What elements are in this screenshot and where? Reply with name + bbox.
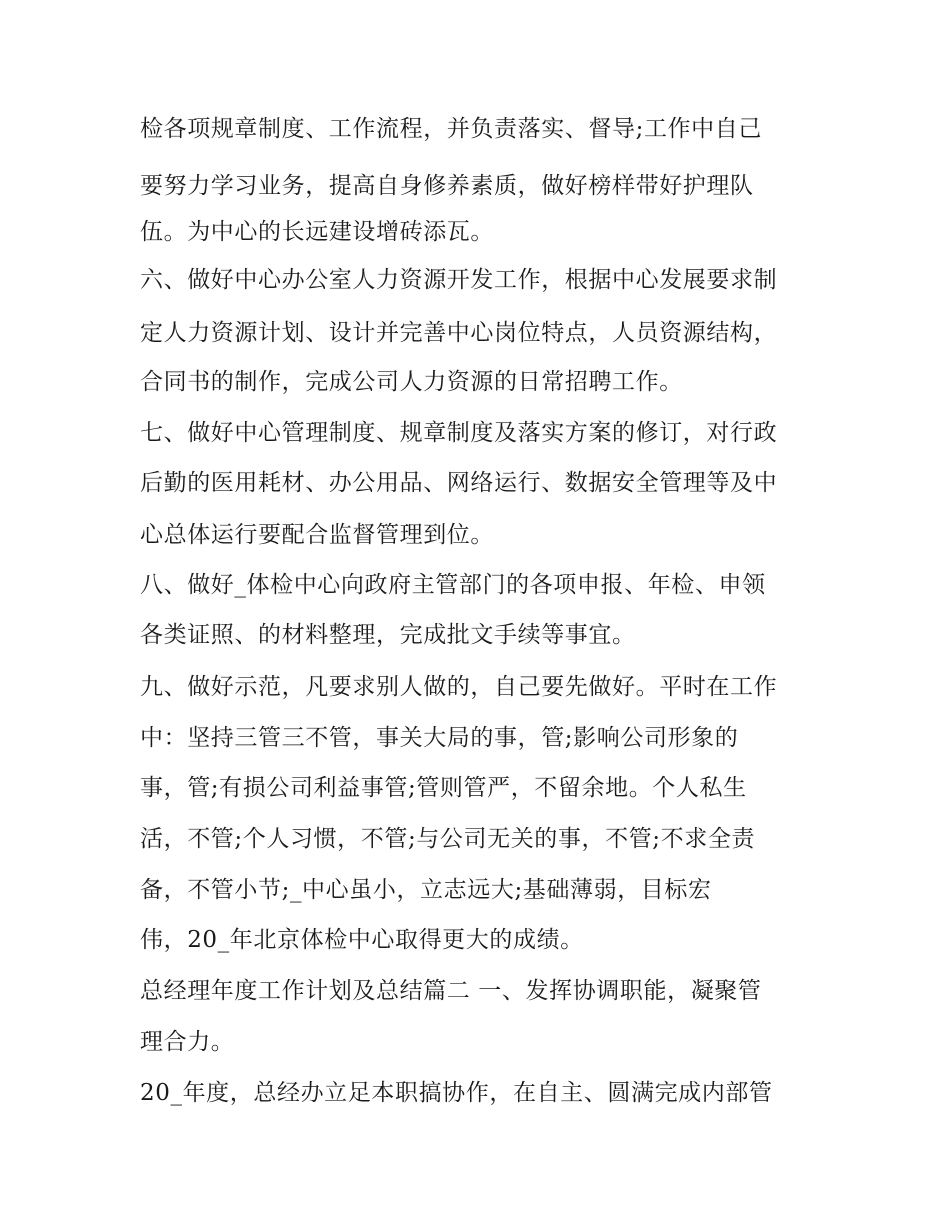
text-line: 心总体运行要配合监督管理到位。: [140, 522, 494, 548]
text-line: 备，不管小节;_中心虽小，立志远大;基础薄弱，目标宏: [140, 877, 712, 903]
text-line: 合同书的制作，完成公司人力资源的日常招聘工作。: [140, 369, 683, 395]
text-line: 事，管;有损公司利益事管;管则管严，不留余地。个人私生: [140, 775, 747, 801]
text-line: 中：坚持三管三不管，事关大局的事，管;影响公司形象的: [140, 725, 739, 751]
text-line: 伍。为中心的长远建设增砖添瓦。: [140, 219, 494, 245]
text-line: 后勤的医用耗材、办公用品、网络运行、数据安全管理等及中: [140, 470, 778, 496]
text-line: 定人力资源计划、设计并完善中心岗位特点，人员资源结构，: [140, 320, 778, 346]
text-line: 各类证照、的材料整理，完成批文手续等事宜。: [140, 622, 636, 648]
text-line: 伟，20_年北京体检中心取得更大的成绩。: [140, 927, 584, 953]
text-line: 活，不管;个人习惯，不管;与公司无关的事，不管;不求全责: [140, 826, 756, 852]
text-line: 八、做好_体检中心向政府主管部门的各项申报、年检、申领: [140, 572, 766, 598]
text-line: 九、做好示范，凡要求别人做的，自己要先做好。平时在工作: [140, 674, 778, 700]
text-line: 六、做好中心办公室人力资源开发工作，根据中心发展要求制: [140, 267, 778, 293]
text-line: 理合力。: [140, 1029, 235, 1055]
text-line: 检各项规章制度、工作流程，并负责落实、督导;工作中自己: [140, 116, 762, 142]
text-line: 七、做好中心管理制度、规章制度及落实方案的修订，对行政: [140, 420, 778, 446]
text-line: 总经理年度工作计划及总结篇二 一、发挥协调职能，凝聚管: [140, 978, 762, 1004]
text-line: 20_年度，总经办立足本职搞协作，在自主、圆满完成内部管: [140, 1080, 773, 1106]
text-line: 要努力学习业务，提高自身修养素质，做好榜样带好护理队: [140, 173, 754, 199]
